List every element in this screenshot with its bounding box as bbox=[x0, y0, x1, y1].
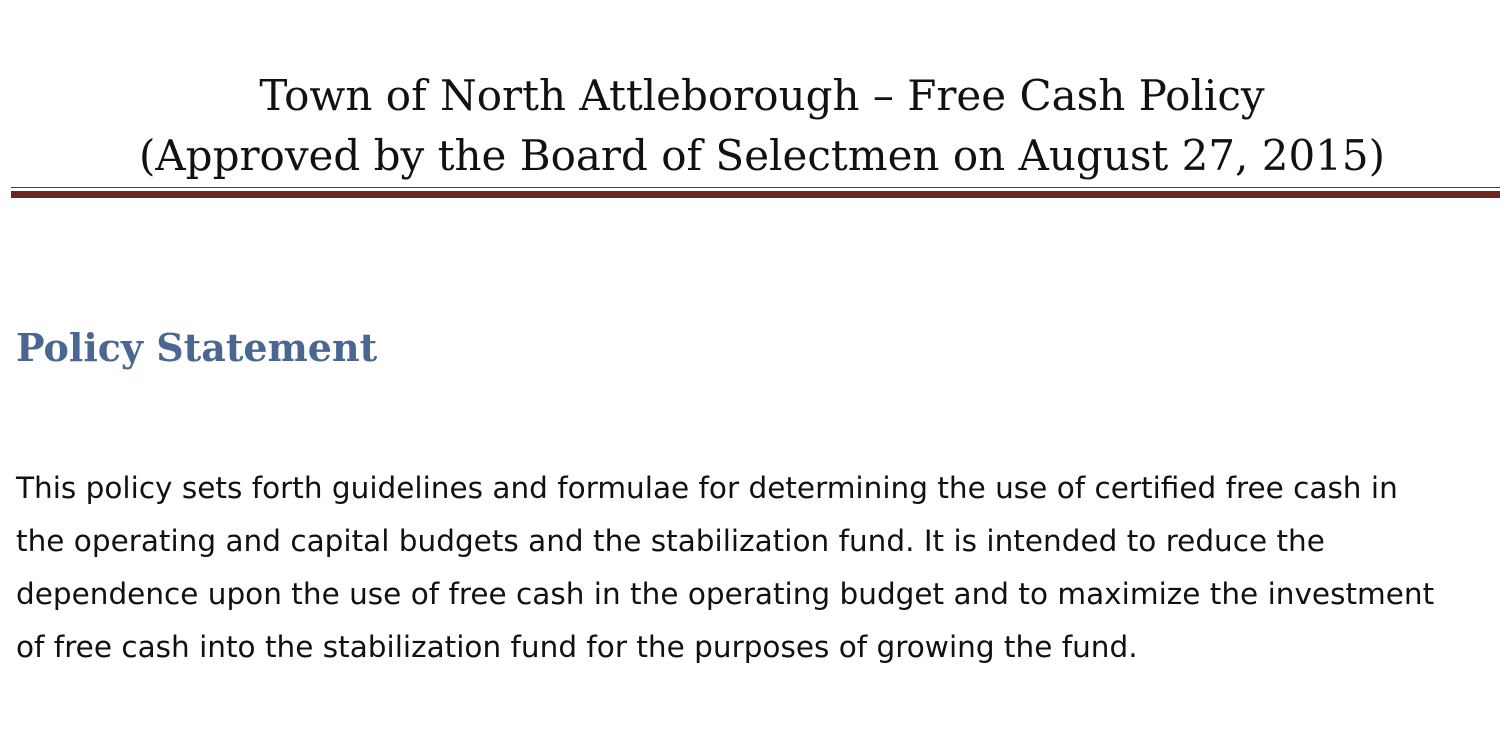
document-title bbox=[0, 66, 1500, 186]
paragraph-line-2: the operating and capital budgets and the stabilization fund. It is intended to reduce the bbox=[16, 524, 1325, 558]
section-heading-policy-statement: Policy Statement bbox=[16, 325, 378, 370]
paragraph-line-1: This policy sets forth guidelines and formulae for determining the use of certified free cash in bbox=[16, 471, 1398, 505]
paragraph-line-3: dependence upon the use of free cash in the operating budget and to maximize the investment bbox=[16, 577, 1435, 611]
title-divider-thin bbox=[11, 187, 1500, 188]
title-divider-thick bbox=[11, 191, 1500, 198]
policy-statement-paragraph bbox=[16, 462, 1500, 674]
document-title-line-1: Town of North Attleborough – Free Cash Policy bbox=[259, 71, 1265, 120]
paragraph-line-4: of free cash into the stabilization fund for the purposes of growing the fund. bbox=[16, 630, 1138, 664]
document-title-line-2: (Approved by the Board of Selectmen on August 27, 2015) bbox=[138, 131, 1386, 180]
